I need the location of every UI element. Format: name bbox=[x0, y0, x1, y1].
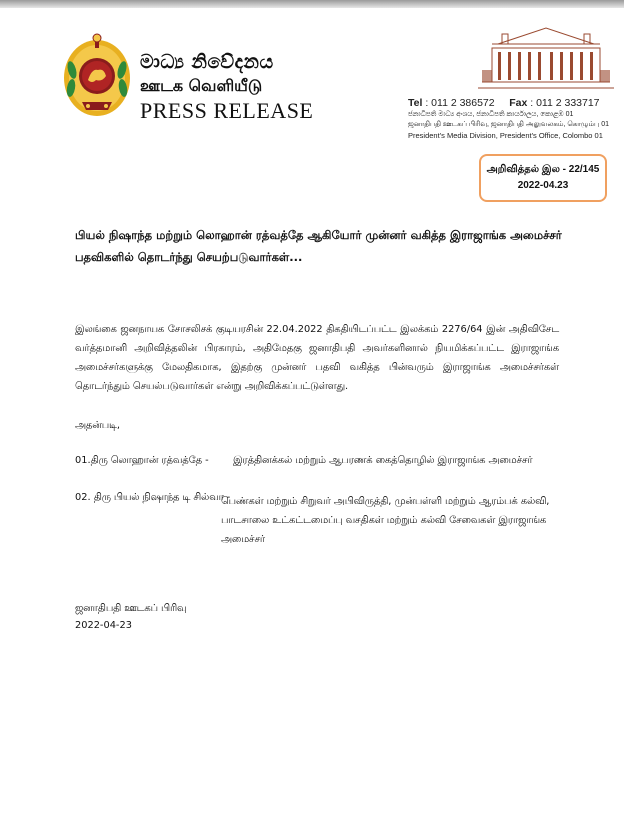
list-item-name: 01.திரு லொஹான் ரத்வத்தே - bbox=[75, 455, 209, 466]
reference-box bbox=[479, 154, 607, 202]
list-item-name: 02. திரு பியல் நிஷாந்த டி சில்வா - bbox=[75, 492, 231, 503]
reference-number: அறிவித்தல் இல - 22/145 bbox=[486, 164, 600, 175]
address-tamil: ஜனாதிபதி ஊடகப் பிரிவு, ஜனாதிபதி அலுவலகம், கொழும்பு 01 bbox=[408, 121, 609, 128]
list-item-role: பெண்கள் மற்றும் சிறுவர் அபிவிருத்தி, முன்பள்ளி மற்றும் ஆரம்பக் கல்வி, பாடசாலை உட்கட்டமைப்பு வசதிகள் மற்றும் கல்வி சேவைகள் இராஜாங்க அமைச்சர் bbox=[221, 496, 550, 545]
brand-block bbox=[140, 50, 313, 124]
tel-number: : 011 2 386572 bbox=[425, 97, 495, 109]
list-item bbox=[75, 455, 533, 467]
fax-number: : 011 2 333717 bbox=[530, 97, 600, 109]
sri-lanka-emblem-icon bbox=[62, 30, 132, 118]
signature-department: ஜனாதிபதி ஊடகப் பிரிவு bbox=[75, 603, 187, 614]
tamil-title: ஊடக வெளியீடு bbox=[140, 76, 263, 95]
address-english: President's Media Division, President's Office, Colombo 01 bbox=[408, 131, 603, 140]
signature-date: 2022-04-23 bbox=[75, 620, 132, 631]
press-release-page bbox=[0, 8, 624, 837]
tel-label: Tel bbox=[408, 97, 423, 109]
address-sinhala: ජනාධිපති මාධ්‍ය අංශය, ජනාධිපති කාර්යාලය, කොළඹ 01 bbox=[408, 111, 574, 118]
body-paragraph: இலங்கை ஜனநாயக சோசலிசக் குடியரசின் 22.04.2022 திகதியிடப்பட்ட இலக்கம் 2276/64 இன் அதிவிசேட வர்த்தமானி அறிவித்தலின் பிரகாரம், அதிமேதகு ஜனாதிபதி அவர்களினால் நியமிக்கப்பட்ட இராஜாங்க அமைச்சர்களுக்கு மேலதிகமாக, இதற்கு முன்னர் பதவி வகித்த பின்வரும் இராஜாங்க அமைச்சர்கள் தொடர்ந்தும் செயல்படுவார்கள் என்று அறிவிக்கப்பட்டுள்ளது. bbox=[75, 324, 559, 392]
english-title: PRESS RELEASE bbox=[140, 98, 314, 123]
signature-block bbox=[75, 600, 186, 634]
contact-block bbox=[408, 96, 618, 141]
sinhala-title: මාධ්‍ය නිවේදනය bbox=[140, 51, 274, 73]
presidential-secretariat-building-icon bbox=[478, 26, 614, 92]
phone-fax-line bbox=[408, 96, 618, 110]
headline: பியல் நிஷாந்த மற்றும் லொஹான் ரத்வத்தே ஆகியோர் முன்னர் வகித்த இராஜாங்க அமைச்சர் பதவிகளில் தொடர்ந்து செயற்படுவார்கள்... bbox=[75, 228, 562, 264]
window-top-bar bbox=[0, 0, 624, 8]
reference-date: 2022-04.23 bbox=[517, 180, 569, 191]
list-item-role: இரத்தினக்கல் மற்றும் ஆபரணக் கைத்தொழில் இராஜாங்க அமைச்சர் bbox=[233, 455, 533, 466]
fax-label: Fax bbox=[509, 97, 528, 109]
intro-text: அதன்படி, bbox=[75, 420, 120, 431]
